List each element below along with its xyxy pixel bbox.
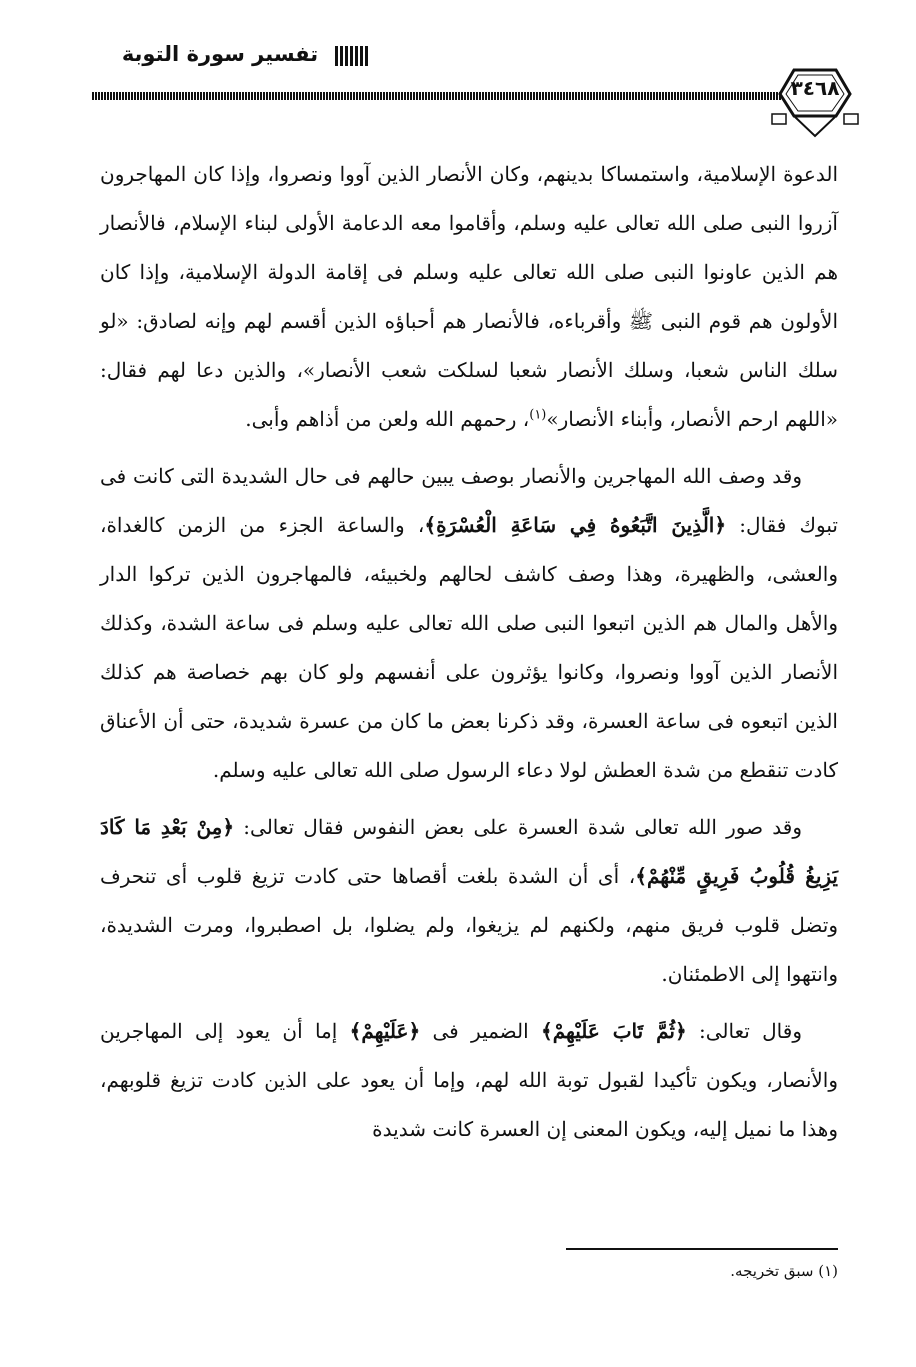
paragraph-2 (100, 452, 838, 795)
footnote-divider (566, 1248, 838, 1250)
ornament-icon (335, 46, 369, 66)
page-title: تفسير سورة التوبة (121, 42, 319, 66)
page-number: ٣٤٦٨ (790, 76, 840, 100)
page-number-badge (770, 60, 860, 140)
badge-frame-icon (770, 60, 860, 140)
header-rule (92, 92, 782, 100)
quran-verse: ﴿مِنْ بَعْدِ مَا كَادَ يَزِيغُ قُلُوبُ فَرِيقٍ مِّنْهُمْ﴾ (100, 815, 839, 888)
paragraph-text: إما أن يعود إلى المهاجرين والأنصار، ويكون تأكيدا لقبول توبة الله لهم، وإما أن يعود على الذين كادت تزيغ قلوبهم، وهذا ما نميل إليه، ويكون المعنى إن العسرة كانت شديدة (100, 1019, 838, 1141)
paragraph-text: وقال تعالى: (686, 1019, 802, 1043)
quran-verse: ﴿عَلَيْهِمْ﴾ (349, 1019, 421, 1043)
paragraph-text: ، رحمهم الله ولعن من أذاهم وأبى. (245, 407, 530, 431)
paragraph-text: الدعوة الإسلامية، واستمساكا بدينهم، وكان الأنصار الذين آووا ونصروا، وإذا كان المهاجرون آزروا النبى صلى الله تعالى عليه وسلم، وأقاموا معه الدعامة الأولى لبناء الإسلام، فالأنصار هم الذين عاونوا النبى صلى الله تعالى عليه وسلم فى إقامة الدولة الإسلامية، وإذا كان الأولون هم قوم النبى ﷺ وأقرباءه، فالأنصار هم أحباؤه الذين أقسم لهم وإنه لصادق: «لو سلك الناس شعبا، وسلك الأنصار شعبا لسلكت شعب الأنصار»، والذين دعا لهم فقال: «اللهم ارحم الأنصار، وأبناء الأنصار» (100, 162, 839, 431)
body-text (100, 150, 838, 1162)
paragraph-1 (100, 150, 838, 444)
paragraph-3 (100, 803, 838, 999)
paragraph-text: وقد صور الله تعالى شدة العسرة على بعض النفوس فقال تعالى: (234, 815, 802, 839)
quran-verse: ﴿الَّذِينَ اتَّبَعُوهُ فِي سَاعَةِ الْعُسْرَةِ﴾ (424, 513, 727, 537)
footnote: (١) سبق تخريجه. (730, 1262, 838, 1280)
paragraph-text: وقد وصف الله المهاجرين والأنصار بوصف يبين حالهم فى حال الشديدة التى كانت فى تبوك فقال: (100, 464, 838, 537)
page-header (0, 0, 916, 140)
footnote-ref[interactable]: (١) (529, 407, 547, 423)
quran-verse: ﴿ثُمَّ تَابَ عَلَيْهِمْ﴾ (540, 1019, 687, 1043)
paragraph-text: الضمير فى (420, 1019, 541, 1043)
paragraph-text: ، والساعة الجزء من الزمن كالغداة، والعشى، والظهيرة، وهذا وصف كاشف لحالهم ولخبيئه، فالمهاجرون الذين تركوا الدار والأهل والمال هم الذين اتبعوا النبى صلى الله تعالى عليه وسلم فى ساعة الشدة، وكذلك الأنصار الذين آووا ونصروا، وكانوا يؤثرون على أنفسهم ولو كان بهم خصاصة هم كذلك الذين اتبعوه فى ساعة العسرة، وقد ذكرنا بعض ما كان من عسرة شديدة، حتى أن الأعناق كادت تنقطع من شدة العطش لولا دعاء الرسول صلى الله تعالى عليه وسلم. (100, 513, 838, 782)
paragraph-text: ، أى أن الشدة بلغت أقصاها حتى كادت تزيغ قلوب أى تنحرف وتضل قلوب فريق منهم، ولكنهم لم يزيغوا، ولم يضلوا، بل اصطبروا، ومرت الشديدة، وانتهوا إلى الاطمئنان. (100, 864, 838, 986)
paragraph-4 (100, 1007, 838, 1154)
